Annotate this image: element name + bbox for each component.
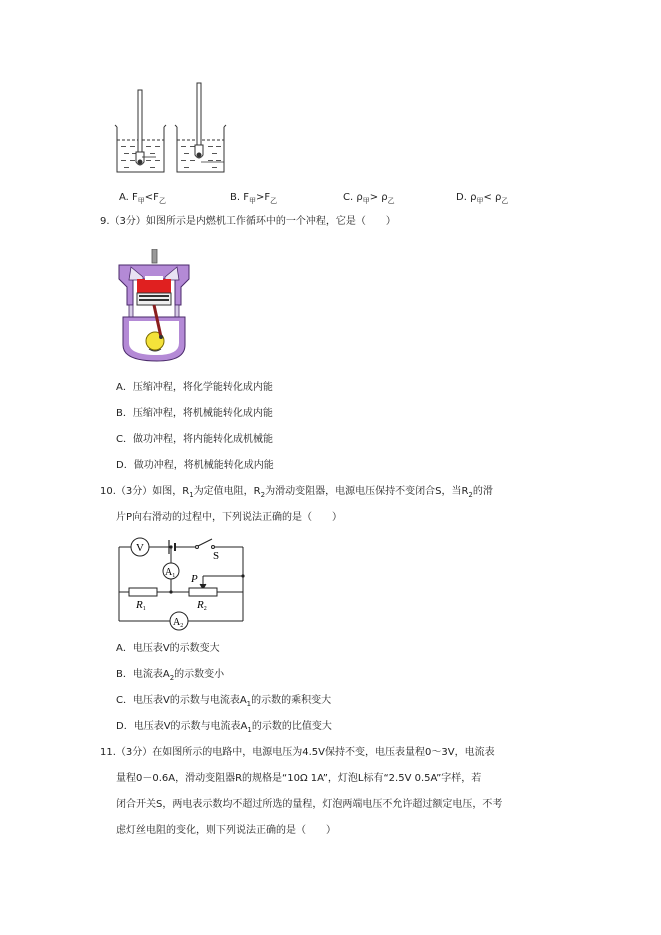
q8-option-d[interactable]: D. $\rho_甲< \rho_乙$ [456,192,509,205]
q9-option-a[interactable]: A．压缩冲程，将化学能转化成内能 [116,382,273,393]
q11-stem-line2: 量程0－0.6A，滑动变阻器R的规格是“10Ω 1A”，灯泡L标有“2.5V 0.5A”字样，若 [116,773,482,784]
ammeter-a2-label: $A_2$ [173,617,184,629]
q8-beakers-figure [112,82,234,180]
q8-option-c[interactable]: C. $\rho_甲> \rho_乙$ [343,192,395,205]
ammeter-a1-label: $A_1$ [165,567,176,579]
r2-label: R2 [197,599,207,612]
q10-stem-line1: 10.（3分）如图，$R_1$为定值电阻，$R_2$为滑动变阻器，电源电压保持不变闭合S，当$R_2$的滑 [100,486,493,499]
q10-option-a[interactable]: A．电压表V的示数变大 [116,643,220,654]
left-densimeter [136,90,144,165]
q10-circuit-figure [117,535,247,635]
q10-option-d[interactable]: D．电压表V的示数与电流表$A_1$的示数的比值变大 [116,721,332,734]
q9-stem: 9.（3分）如图所示是内燃机工作循环中的一个冲程，它是（ ） [100,216,396,227]
q10-stem-line2: 片P向右滑动的过程中，下列说法正确的是（ ） [116,512,343,523]
q9-option-c[interactable]: C．做功冲程，将内能转化成机械能 [116,434,273,445]
q9-option-b[interactable]: B．压缩冲程，将机械能转化成内能 [116,408,273,419]
q8-option-a[interactable]: A. $F_甲<F_乙$ [119,192,166,205]
q11-stem-line1: 11.（3分）在如图所示的电路中，电源电压为4.5V保持不变，电压表量程0～3V，电流表 [100,747,495,758]
q8-option-b[interactable]: B. $F_甲>F_乙$ [230,192,278,205]
switch-label: S [213,550,220,562]
r1-label: R1 [136,599,146,612]
q11-stem-line4: 虑灯丝电阻的变化，则下列说法正确的是（ ） [116,825,336,836]
q9-engine-figure [117,249,191,363]
q11-stem-line3: 闭合开关S，两电表示数均不超过所选的量程，灯泡两端电压不允许超过额定电压，不考 [116,799,503,810]
q10-option-b[interactable]: B．电流表$A_2$的示数变小 [116,669,225,682]
q9-option-d[interactable]: D．做功冲程，将机械能转化成内能 [116,460,274,471]
voltmeter-label: V [136,542,144,554]
right-densimeter [195,83,203,158]
slider-label: P [191,573,198,585]
q10-option-c[interactable]: C．电压表V的示数与电流表$A_1$的示数的乘积变大 [116,695,332,708]
